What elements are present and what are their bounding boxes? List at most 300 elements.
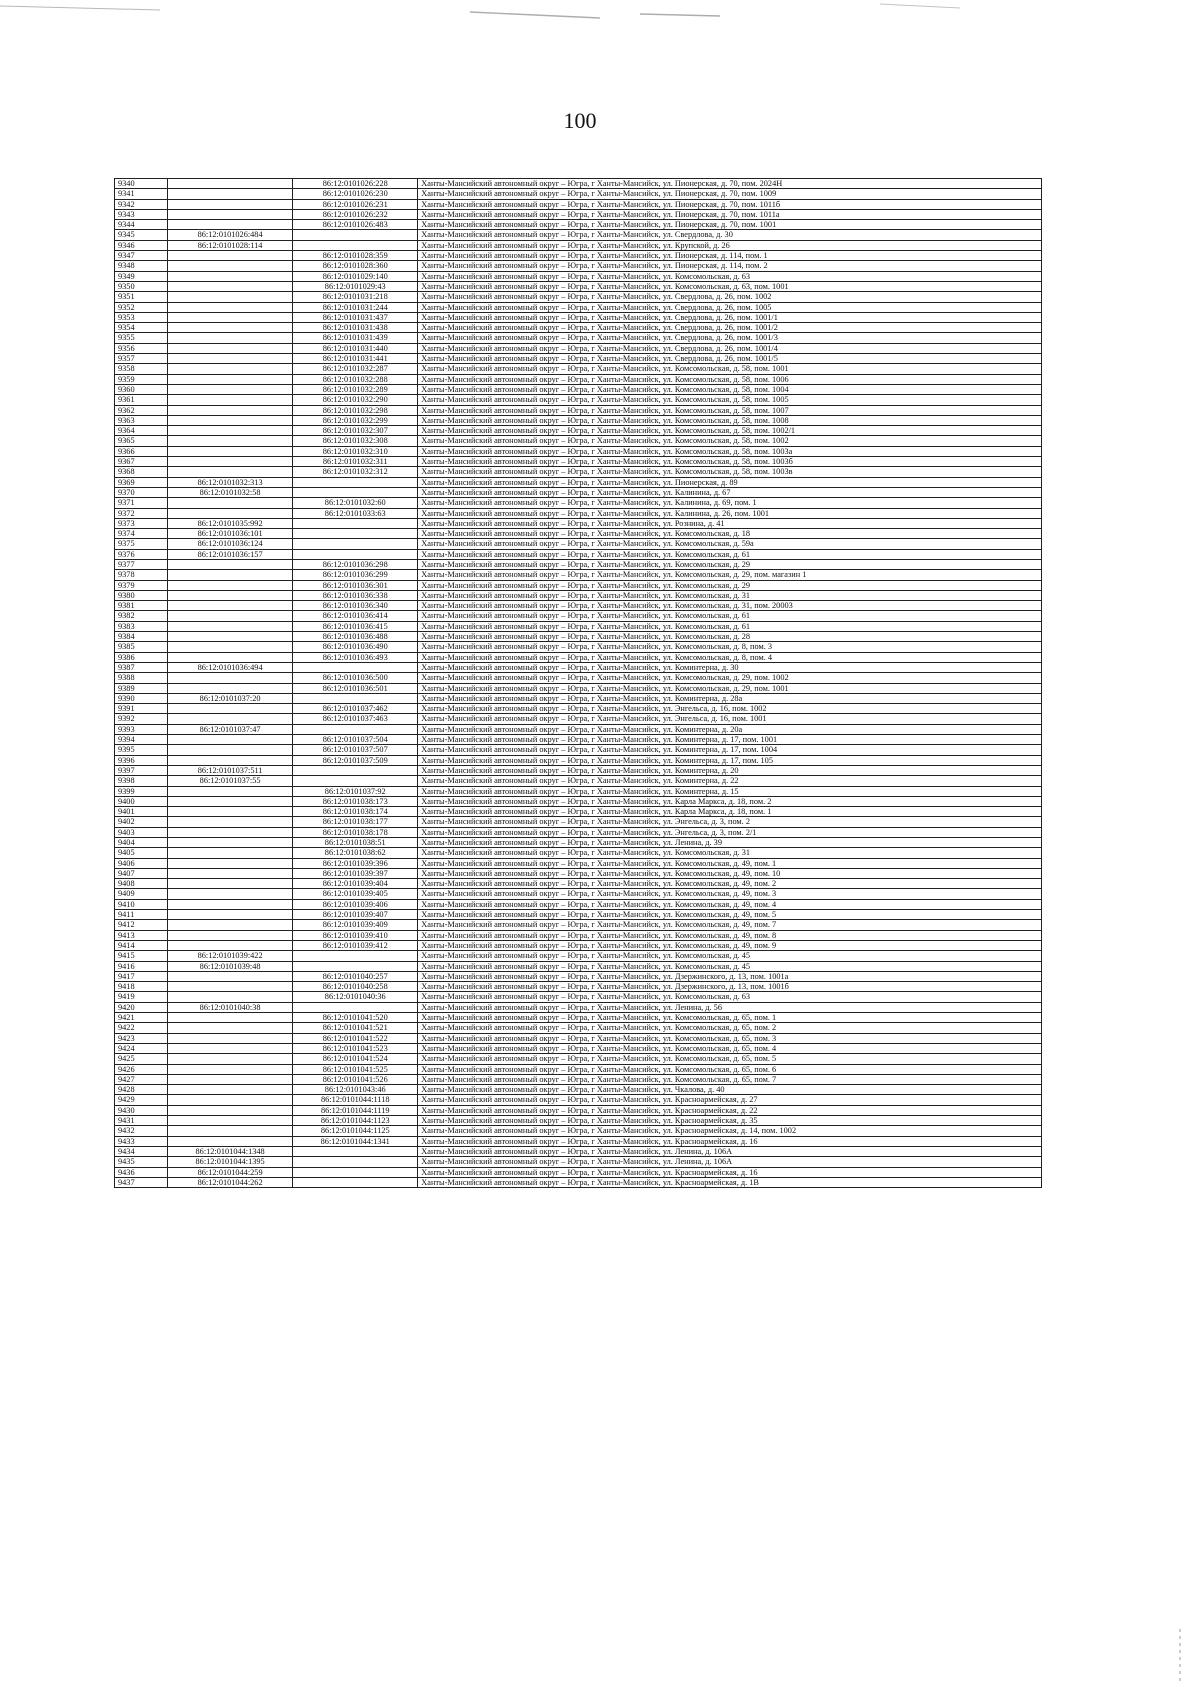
row-number-cell: 9414: [115, 940, 168, 950]
table-row: [115, 477, 1042, 487]
row-number-cell: 9412: [115, 920, 168, 930]
table-row: [115, 1064, 1042, 1074]
address-cell: Ханты-Мансийский автономный округ – Югра, г Ханты-Мансийск, ул. Комсомольская, д. 31, пом. 20003: [418, 601, 1042, 611]
table-row: [115, 590, 1042, 600]
table-row: [115, 848, 1042, 858]
row-number-cell: 9356: [115, 343, 168, 353]
table-row: [115, 827, 1042, 837]
land-cadastral-cell: 86:12:0101039:48: [168, 961, 293, 971]
building-cadastral-cell: [293, 693, 418, 703]
table-row: [115, 817, 1042, 827]
address-cell: Ханты-Мансийский автономный округ – Югра, г Ханты-Мансийск, ул. Энгельса, д. 16, пом. 1001: [418, 714, 1042, 724]
land-cadastral-cell: [168, 1105, 293, 1115]
land-cadastral-cell: [168, 364, 293, 374]
land-cadastral-cell: [168, 559, 293, 569]
table-row: [115, 735, 1042, 745]
land-cadastral-cell: [168, 745, 293, 755]
land-cadastral-cell: [168, 930, 293, 940]
address-cell: Ханты-Мансийский автономный округ – Югра, г Ханты-Мансийск, ул. Комсомольская, д. 61: [418, 611, 1042, 621]
row-number-cell: 9427: [115, 1074, 168, 1084]
building-cadastral-cell: 86:12:0101038:174: [293, 807, 418, 817]
building-cadastral-cell: 86:12:0101037:507: [293, 745, 418, 755]
table-row: [115, 940, 1042, 950]
address-cell: Ханты-Мансийский автономный округ – Югра, г Ханты-Мансийск, ул. Комсомольская, д. 65, пом. 2: [418, 1023, 1042, 1033]
address-cell: Ханты-Мансийский автономный округ – Югра, г Ханты-Мансийск, ул. Комсомольская, д. 58, пом. 1006: [418, 374, 1042, 384]
table-row: [115, 549, 1042, 559]
row-number-cell: 9395: [115, 745, 168, 755]
row-number-cell: 9372: [115, 508, 168, 518]
row-number-cell: 9370: [115, 487, 168, 497]
land-cadastral-cell: [168, 848, 293, 858]
row-number-cell: 9417: [115, 971, 168, 981]
building-cadastral-cell: 86:12:0101036:415: [293, 621, 418, 631]
row-number-cell: 9423: [115, 1033, 168, 1043]
table-row: [115, 487, 1042, 497]
table-row: [115, 1136, 1042, 1146]
row-number-cell: 9399: [115, 786, 168, 796]
row-number-cell: 9355: [115, 333, 168, 343]
building-cadastral-cell: 86:12:0101038:177: [293, 817, 418, 827]
table-row: [115, 971, 1042, 981]
table-row: [115, 529, 1042, 539]
address-cell: Ханты-Мансийский автономный округ – Югра, г Ханты-Мансийск, ул. Свердлова, д. 26, пом. 1002: [418, 292, 1042, 302]
table-row: [115, 1074, 1042, 1084]
table-row: [115, 374, 1042, 384]
address-cell: Ханты-Мансийский автономный округ – Югра, г Ханты-Мансийск, ул. Ленина, д. 39: [418, 838, 1042, 848]
table-row: [115, 693, 1042, 703]
address-cell: Ханты-Мансийский автономный округ – Югра, г Ханты-Мансийск, ул. Комсомольская, д. 29, пом. 1002: [418, 673, 1042, 683]
row-number-cell: 9431: [115, 1116, 168, 1126]
row-number-cell: 9419: [115, 992, 168, 1002]
table-row: [115, 395, 1042, 405]
land-cadastral-cell: [168, 199, 293, 209]
land-cadastral-cell: [168, 910, 293, 920]
row-number-cell: 9402: [115, 817, 168, 827]
table-row: [115, 1085, 1042, 1095]
land-cadastral-cell: 86:12:0101032:313: [168, 477, 293, 487]
row-number-cell: 9426: [115, 1064, 168, 1074]
address-cell: Ханты-Мансийский автономный округ – Югра, г Ханты-Мансийск, ул. Комсомольская, д. 8, пом. 4: [418, 652, 1042, 662]
address-cell: Ханты-Мансийский автономный округ – Югра, г Ханты-Мансийск, ул. Карла Маркса, д. 18, пом. 2: [418, 796, 1042, 806]
land-cadastral-cell: 86:12:0101032:58: [168, 487, 293, 497]
address-cell: Ханты-Мансийский автономный округ – Югра, г Ханты-Мансийск, ул. Коминтерна, д. 17, пом. 105: [418, 755, 1042, 765]
address-cell: Ханты-Мансийский автономный округ – Югра, г Ханты-Мансийск, ул. Пионерская, д. 70, пом. 2024Н: [418, 179, 1042, 189]
address-cell: Ханты-Мансийский автономный округ – Югра, г Ханты-Мансийск, ул. Комсомольская, д. 49, пом. 10: [418, 868, 1042, 878]
table-row: [115, 405, 1042, 415]
land-cadastral-cell: [168, 899, 293, 909]
address-cell: Ханты-Мансийский автономный округ – Югра, г Ханты-Мансийск, ул. Комсомольская, д. 63: [418, 271, 1042, 281]
table-row: [115, 1095, 1042, 1105]
address-cell: Ханты-Мансийский автономный округ – Югра, г Ханты-Мансийск, ул. Комсомольская, д. 49, пом. 1: [418, 858, 1042, 868]
row-number-cell: 9344: [115, 220, 168, 230]
row-number-cell: 9347: [115, 251, 168, 261]
table-row: [115, 312, 1042, 322]
land-cadastral-cell: [168, 209, 293, 219]
building-cadastral-cell: 86:12:0101038:51: [293, 838, 418, 848]
row-number-cell: 9435: [115, 1157, 168, 1167]
address-cell: Ханты-Мансийский автономный округ – Югра, г Ханты-Мансийск, ул. Комсомольская, д. 45: [418, 951, 1042, 961]
row-number-cell: 9437: [115, 1177, 168, 1187]
building-cadastral-cell: 86:12:0101044:1125: [293, 1126, 418, 1136]
address-cell: Ханты-Мансийский автономный округ – Югра, г Ханты-Мансийск, ул. Пионерская, д. 70, пом. 1011а: [418, 209, 1042, 219]
land-cadastral-cell: [168, 714, 293, 724]
table-row: [115, 292, 1042, 302]
land-cadastral-cell: [168, 580, 293, 590]
land-cadastral-cell: [168, 1054, 293, 1064]
building-cadastral-cell: 86:12:0101038:173: [293, 796, 418, 806]
land-cadastral-cell: [168, 302, 293, 312]
table-row: [115, 652, 1042, 662]
address-cell: Ханты-Мансийский автономный округ – Югра, г Ханты-Мансийск, ул. Комсомольская, д. 8, пом. 3: [418, 642, 1042, 652]
address-cell: Ханты-Мансийский автономный округ – Югра, г Ханты-Мансийск, ул. Коминтерна, д. 20: [418, 765, 1042, 775]
table-row: [115, 498, 1042, 508]
table-row: [115, 662, 1042, 672]
building-cadastral-cell: 86:12:0101031:441: [293, 354, 418, 364]
table-row: [115, 518, 1042, 528]
row-number-cell: 9429: [115, 1095, 168, 1105]
row-number-cell: 9416: [115, 961, 168, 971]
land-cadastral-cell: [168, 261, 293, 271]
address-cell: Ханты-Мансийский автономный округ – Югра, г Ханты-Мансийск, ул. Комсомольская, д. 29: [418, 559, 1042, 569]
table-row: [115, 1146, 1042, 1156]
land-cadastral-cell: 86:12:0101044:262: [168, 1177, 293, 1187]
building-cadastral-cell: 86:12:0101036:338: [293, 590, 418, 600]
building-cadastral-cell: 86:12:0101029:43: [293, 281, 418, 291]
address-cell: Ханты-Мансийский автономный округ – Югра, г Ханты-Мансийск, ул. Комсомольская, д. 61: [418, 621, 1042, 631]
row-number-cell: 9428: [115, 1085, 168, 1095]
building-cadastral-cell: 86:12:0101031:440: [293, 343, 418, 353]
row-number-cell: 9345: [115, 230, 168, 240]
building-cadastral-cell: 86:12:0101031:437: [293, 312, 418, 322]
building-cadastral-cell: 86:12:0101039:407: [293, 910, 418, 920]
row-number-cell: 9398: [115, 776, 168, 786]
land-cadastral-cell: 86:12:0101037:55: [168, 776, 293, 786]
address-cell: Ханты-Мансийский автономный округ – Югра, г Ханты-Мансийск, ул. Энгельса, д. 16, пом. 1002: [418, 704, 1042, 714]
land-cadastral-cell: [168, 1064, 293, 1074]
land-cadastral-cell: [168, 971, 293, 981]
table-row: [115, 868, 1042, 878]
table-row: [115, 786, 1042, 796]
address-cell: Ханты-Мансийский автономный округ – Югра, г Ханты-Мансийск, ул. Комсомольская, д. 63, пом. 1001: [418, 281, 1042, 291]
table-row: [115, 240, 1042, 250]
land-cadastral-cell: [168, 621, 293, 631]
building-cadastral-cell: [293, 549, 418, 559]
address-cell: Ханты-Мансийский автономный округ – Югра, г Ханты-Мансийск, ул. Комсомольская, д. 49, пом. 8: [418, 930, 1042, 940]
row-number-cell: 9359: [115, 374, 168, 384]
land-cadastral-cell: [168, 992, 293, 1002]
address-cell: Ханты-Мансийский автономный округ – Югра, г Ханты-Мансийск, ул. Комсомольская, д. 65, пом. 3: [418, 1033, 1042, 1043]
row-number-cell: 9377: [115, 559, 168, 569]
address-cell: Ханты-Мансийский автономный округ – Югра, г Ханты-Мансийск, ул. Комсомольская, д. 65, пом. 4: [418, 1043, 1042, 1053]
table-row: [115, 807, 1042, 817]
address-cell: Ханты-Мансийский автономный округ – Югра, г Ханты-Мансийск, ул. Чкалова, д. 40: [418, 1085, 1042, 1095]
table-row: [115, 457, 1042, 467]
land-cadastral-cell: [168, 611, 293, 621]
land-cadastral-cell: [168, 446, 293, 456]
building-cadastral-cell: 86:12:0101044:1341: [293, 1136, 418, 1146]
building-cadastral-cell: 86:12:0101043:46: [293, 1085, 418, 1095]
building-cadastral-cell: 86:12:0101036:299: [293, 570, 418, 580]
building-cadastral-cell: 86:12:0101032:311: [293, 457, 418, 467]
land-cadastral-cell: [168, 879, 293, 889]
table-row: [115, 323, 1042, 333]
address-cell: Ханты-Мансийский автономный округ – Югра, г Ханты-Мансийск, ул. Калинина, д. 69, пом. 1: [418, 498, 1042, 508]
land-cadastral-cell: [168, 1095, 293, 1105]
address-cell: Ханты-Мансийский автономный округ – Югра, г Ханты-Мансийск, ул. Комсомольская, д. 31: [418, 590, 1042, 600]
building-cadastral-cell: [293, 230, 418, 240]
address-cell: Ханты-Мансийский автономный округ – Югра, г Ханты-Мансийск, ул. Комсомольская, д. 58, пом. 1004: [418, 384, 1042, 394]
land-cadastral-cell: [168, 817, 293, 827]
land-cadastral-cell: 86:12:0101040:38: [168, 1002, 293, 1012]
land-cadastral-cell: 86:12:0101044:1395: [168, 1157, 293, 1167]
building-cadastral-cell: [293, 477, 418, 487]
table-row: [115, 343, 1042, 353]
address-cell: Ханты-Мансийский автономный округ – Югра, г Ханты-Мансийск, ул. Комсомольская, д. 58, пом. 1001: [418, 364, 1042, 374]
land-cadastral-cell: 86:12:0101035:992: [168, 518, 293, 528]
land-cadastral-cell: 86:12:0101037:511: [168, 765, 293, 775]
address-cell: Ханты-Мансийский автономный округ – Югра, г Ханты-Мансийск, ул. Пионерская, д. 70, пом. 1001: [418, 220, 1042, 230]
table-row: [115, 1033, 1042, 1043]
land-cadastral-cell: [168, 858, 293, 868]
building-cadastral-cell: 86:12:0101032:287: [293, 364, 418, 374]
building-cadastral-cell: [293, 529, 418, 539]
address-cell: Ханты-Мансийский автономный округ – Югра, г Ханты-Мансийск, ул. Красноармейская, д. 22: [418, 1105, 1042, 1115]
building-cadastral-cell: 86:12:0101036:488: [293, 632, 418, 642]
land-cadastral-cell: [168, 632, 293, 642]
table-row: [115, 1054, 1042, 1064]
building-cadastral-cell: 86:12:0101032:307: [293, 426, 418, 436]
building-cadastral-cell: 86:12:0101039:406: [293, 899, 418, 909]
land-cadastral-cell: [168, 601, 293, 611]
address-cell: Ханты-Мансийский автономный округ – Югра, г Ханты-Мансийск, ул. Красноармейская, д. 27: [418, 1095, 1042, 1105]
address-cell: Ханты-Мансийский автономный округ – Югра, г Ханты-Мансийск, ул. Комсомольская, д. 58, пом. 1008: [418, 415, 1042, 425]
land-cadastral-cell: [168, 755, 293, 765]
land-cadastral-cell: [168, 642, 293, 652]
land-cadastral-cell: [168, 590, 293, 600]
building-cadastral-cell: 86:12:0101041:520: [293, 1013, 418, 1023]
building-cadastral-cell: 86:12:0101041:523: [293, 1043, 418, 1053]
land-cadastral-cell: [168, 786, 293, 796]
land-cadastral-cell: [168, 1023, 293, 1033]
table-row: [115, 920, 1042, 930]
table-row: [115, 302, 1042, 312]
address-cell: Ханты-Мансийский автономный округ – Югра, г Ханты-Мансийск, ул. Комсомольская, д. 65, пом. 1: [418, 1013, 1042, 1023]
row-number-cell: 9436: [115, 1167, 168, 1177]
table-row: [115, 271, 1042, 281]
address-cell: Ханты-Мансийский автономный округ – Югра, г Ханты-Мансийск, ул. Энгельса, д. 3, пом. 2/1: [418, 827, 1042, 837]
land-cadastral-cell: [168, 312, 293, 322]
registry-table-body: [115, 179, 1042, 1188]
address-cell: Ханты-Мансийский автономный округ – Югра, г Ханты-Мансийск, ул. Комсомольская, д. 29: [418, 580, 1042, 590]
land-cadastral-cell: 86:12:0101039:422: [168, 951, 293, 961]
row-number-cell: 9394: [115, 735, 168, 745]
building-cadastral-cell: 86:12:0101039:397: [293, 868, 418, 878]
address-cell: Ханты-Мансийский автономный округ – Югра, г Ханты-Мансийск, ул. Комсомольская, д. 58, пом. 1003а: [418, 446, 1042, 456]
table-row: [115, 220, 1042, 230]
building-cadastral-cell: 86:12:0101044:1118: [293, 1095, 418, 1105]
building-cadastral-cell: 86:12:0101036:340: [293, 601, 418, 611]
row-number-cell: 9432: [115, 1126, 168, 1136]
row-number-cell: 9390: [115, 693, 168, 703]
table-row: [115, 611, 1042, 621]
table-row: [115, 796, 1042, 806]
scan-noise-top: [0, 0, 1200, 30]
row-number-cell: 9424: [115, 1043, 168, 1053]
table-row: [115, 642, 1042, 652]
address-cell: Ханты-Мансийский автономный округ – Югра, г Ханты-Мансийск, ул. Комсомольская, д. 58, пом. 1002/1: [418, 426, 1042, 436]
table-row: [115, 899, 1042, 909]
row-number-cell: 9362: [115, 405, 168, 415]
row-number-cell: 9383: [115, 621, 168, 631]
land-cadastral-cell: [168, 1043, 293, 1053]
table-row: [115, 426, 1042, 436]
table-row: [115, 384, 1042, 394]
land-cadastral-cell: [168, 807, 293, 817]
row-number-cell: 9405: [115, 848, 168, 858]
building-cadastral-cell: 86:12:0101038:178: [293, 827, 418, 837]
building-cadastral-cell: 86:12:0101037:462: [293, 704, 418, 714]
land-cadastral-cell: [168, 354, 293, 364]
table-row: [115, 199, 1042, 209]
table-row: [115, 436, 1042, 446]
building-cadastral-cell: 86:12:0101039:409: [293, 920, 418, 930]
building-cadastral-cell: 86:12:0101039:412: [293, 940, 418, 950]
table-row: [115, 539, 1042, 549]
row-number-cell: 9342: [115, 199, 168, 209]
registry-table: [114, 178, 1042, 1188]
address-cell: Ханты-Мансийский автономный округ – Югра, г Ханты-Мансийск, ул. Красноармейская, д. 14, пом. 1002: [418, 1126, 1042, 1136]
address-cell: Ханты-Мансийский автономный округ – Югра, г Ханты-Мансийск, ул. Комсомольская, д. 61: [418, 549, 1042, 559]
land-cadastral-cell: [168, 683, 293, 693]
table-row: [115, 580, 1042, 590]
building-cadastral-cell: 86:12:0101036:414: [293, 611, 418, 621]
building-cadastral-cell: 86:12:0101039:396: [293, 858, 418, 868]
building-cadastral-cell: 86:12:0101044:1119: [293, 1105, 418, 1115]
land-cadastral-cell: 86:12:0101044:1348: [168, 1146, 293, 1156]
land-cadastral-cell: [168, 838, 293, 848]
table-row: [115, 621, 1042, 631]
row-number-cell: 9387: [115, 662, 168, 672]
table-row: [115, 281, 1042, 291]
building-cadastral-cell: 86:12:0101026:230: [293, 189, 418, 199]
table-row: [115, 570, 1042, 580]
address-cell: Ханты-Мансийский автономный округ – Югра, г Ханты-Мансийск, ул. Комсомольская, д. 28: [418, 632, 1042, 642]
row-number-cell: 9406: [115, 858, 168, 868]
row-number-cell: 9363: [115, 415, 168, 425]
row-number-cell: 9358: [115, 364, 168, 374]
row-number-cell: 9354: [115, 323, 168, 333]
row-number-cell: 9378: [115, 570, 168, 580]
land-cadastral-cell: 86:12:0101036:157: [168, 549, 293, 559]
table-row: [115, 333, 1042, 343]
address-cell: Ханты-Мансийский автономный округ – Югра, г Ханты-Мансийск, ул. Коминтерна, д. 30: [418, 662, 1042, 672]
row-number-cell: 9434: [115, 1146, 168, 1156]
building-cadastral-cell: 86:12:0101032:298: [293, 405, 418, 415]
land-cadastral-cell: [168, 374, 293, 384]
row-number-cell: 9379: [115, 580, 168, 590]
address-cell: Ханты-Мансийский автономный округ – Югра, г Ханты-Мансийск, ул. Калинина, д. 26, пом. 1001: [418, 508, 1042, 518]
building-cadastral-cell: 86:12:0101041:526: [293, 1074, 418, 1084]
address-cell: Ханты-Мансийский автономный округ – Югра, г Ханты-Мансийск, ул. Комсомольская, д. 59а: [418, 539, 1042, 549]
address-cell: Ханты-Мансийский автономный округ – Югра, г Ханты-Мансийск, ул. Красноармейская, д. 16: [418, 1167, 1042, 1177]
building-cadastral-cell: 86:12:0101039:410: [293, 930, 418, 940]
table-row: [115, 1116, 1042, 1126]
address-cell: Ханты-Мансийский автономный округ – Югра, г Ханты-Мансийск, ул. Крупской, д. 26: [418, 240, 1042, 250]
row-number-cell: 9389: [115, 683, 168, 693]
table-row: [115, 704, 1042, 714]
address-cell: Ханты-Мансийский автономный округ – Югра, г Ханты-Мансийск, ул. Комсомольская, д. 49, пом. 3: [418, 889, 1042, 899]
land-cadastral-cell: [168, 395, 293, 405]
row-number-cell: 9404: [115, 838, 168, 848]
address-cell: Ханты-Мансийский автономный округ – Югра, г Ханты-Мансийск, ул. Ленина, д. 106А: [418, 1157, 1042, 1167]
row-number-cell: 9365: [115, 436, 168, 446]
land-cadastral-cell: [168, 796, 293, 806]
land-cadastral-cell: 86:12:0101037:47: [168, 724, 293, 734]
row-number-cell: 9375: [115, 539, 168, 549]
page-number: 100: [563, 108, 597, 133]
table-row: [115, 838, 1042, 848]
row-number-cell: 9346: [115, 240, 168, 250]
building-cadastral-cell: 86:12:0101041:524: [293, 1054, 418, 1064]
address-cell: Ханты-Мансийский автономный округ – Югра, г Ханты-Мансийск, ул. Коминтерна, д. 22: [418, 776, 1042, 786]
land-cadastral-cell: [168, 1136, 293, 1146]
building-cadastral-cell: 86:12:0101040:36: [293, 992, 418, 1002]
address-cell: Ханты-Мансийский автономный округ – Югра, г Ханты-Мансийск, ул. Комсомольская, д. 18: [418, 529, 1042, 539]
address-cell: Ханты-Мансийский автономный округ – Югра, г Ханты-Мансийск, ул. Комсомольская, д. 49, пом. 9: [418, 940, 1042, 950]
building-cadastral-cell: 86:12:0101040:258: [293, 982, 418, 992]
table-row: [115, 910, 1042, 920]
building-cadastral-cell: 86:12:0101032:308: [293, 436, 418, 446]
land-cadastral-cell: [168, 426, 293, 436]
land-cadastral-cell: [168, 415, 293, 425]
land-cadastral-cell: [168, 570, 293, 580]
address-cell: Ханты-Мансийский автономный округ – Югра, г Ханты-Мансийск, ул. Красноармейская, д. 16: [418, 1136, 1042, 1146]
row-number-cell: 9382: [115, 611, 168, 621]
address-cell: Ханты-Мансийский автономный округ – Югра, г Ханты-Мансийск, ул. Коминтерна, д. 28а: [418, 693, 1042, 703]
land-cadastral-cell: [168, 405, 293, 415]
address-cell: Ханты-Мансийский автономный округ – Югра, г Ханты-Мансийск, ул. Комсомольская, д. 58, пом. 1007: [418, 405, 1042, 415]
table-row: [115, 467, 1042, 477]
table-row: [115, 559, 1042, 569]
row-number-cell: 9341: [115, 189, 168, 199]
table-row: [115, 1023, 1042, 1033]
land-cadastral-cell: [168, 704, 293, 714]
address-cell: Ханты-Мансийский автономный округ – Югра, г Ханты-Мансийск, ул. Комсомольская, д. 49, пом. 5: [418, 910, 1042, 920]
building-cadastral-cell: 86:12:0101041:525: [293, 1064, 418, 1074]
table-row: [115, 858, 1042, 868]
row-number-cell: 9415: [115, 951, 168, 961]
land-cadastral-cell: [168, 940, 293, 950]
building-cadastral-cell: 86:12:0101026:228: [293, 179, 418, 189]
row-number-cell: 9364: [115, 426, 168, 436]
row-number-cell: 9410: [115, 899, 168, 909]
building-cadastral-cell: 86:12:0101041:522: [293, 1033, 418, 1043]
land-cadastral-cell: [168, 436, 293, 446]
building-cadastral-cell: 86:12:0101031:438: [293, 323, 418, 333]
land-cadastral-cell: 86:12:0101036:101: [168, 529, 293, 539]
row-number-cell: 9357: [115, 354, 168, 364]
row-number-cell: 9388: [115, 673, 168, 683]
address-cell: Ханты-Мансийский автономный округ – Югра, г Ханты-Мансийск, ул. Пионерская, д. 114, пом. 2: [418, 261, 1042, 271]
building-cadastral-cell: 86:12:0101032:289: [293, 384, 418, 394]
table-row: [115, 209, 1042, 219]
row-number-cell: 9386: [115, 652, 168, 662]
row-number-cell: 9421: [115, 1013, 168, 1023]
table-row: [115, 992, 1042, 1002]
land-cadastral-cell: [168, 1074, 293, 1084]
row-number-cell: 9380: [115, 590, 168, 600]
land-cadastral-cell: 86:12:0101044:259: [168, 1167, 293, 1177]
